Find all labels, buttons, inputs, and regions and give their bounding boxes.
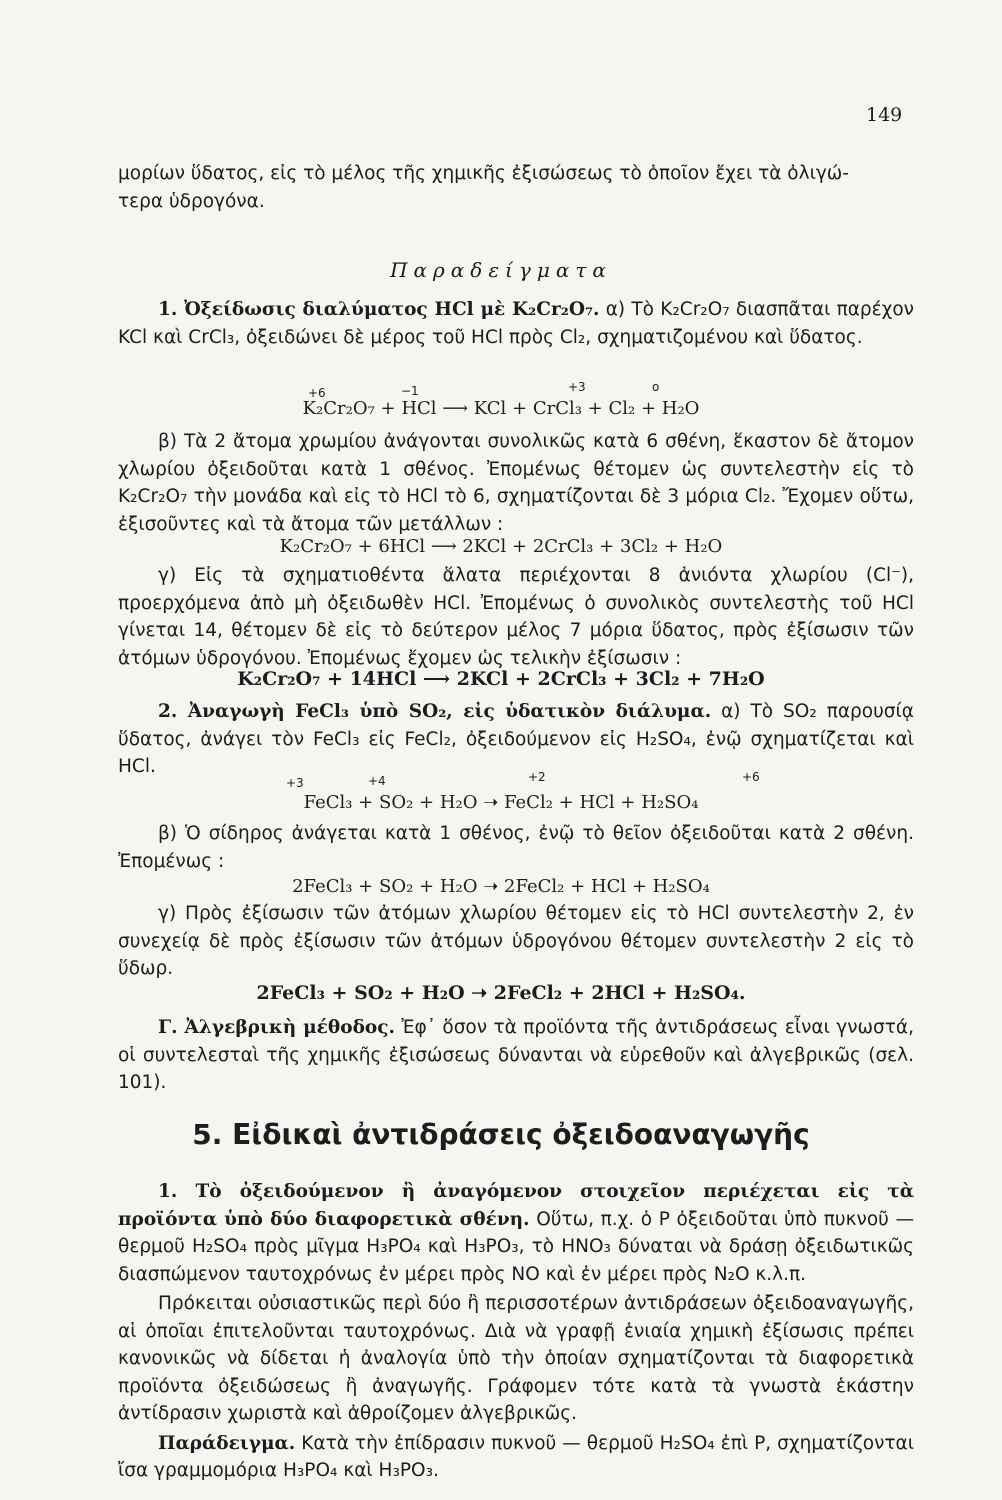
intro-paragraph <box>118 160 914 215</box>
intro-line-1: μορίων ὕδατος, εἰς τὸ μέλος τῆς χημικῆς ἐξισώσεως τὸ ὁποῖον ἔχει τὰ ὀλιγώ- <box>118 163 849 184</box>
ox-state-cr: +6 <box>308 386 326 400</box>
section-5-p3-text: Κατὰ τὴν ἐπίδρασιν πυκνοῦ — θερμοῦ H₂SO₄ ἐπὶ P, σχηματίζονται ἴσα γραμμομόρια H₃PO₄ καὶ H₃PO₃. <box>118 1432 914 1481</box>
example-2-b-text: β) Ὁ σίδηρος ἀνάγεται κατὰ 1 σθένος, ἐνῷ τὸ θεῖον ὀξειδοῦται κατὰ 2 σθένη. Ἐπομένως : <box>118 823 914 872</box>
equation-2-1: FeCl₃ + SO₂ + H₂O ➝ FeCl₂ + HCl + H₂SO₄ <box>303 792 699 813</box>
section-5-p2-text: Πρόκειται οὐσιαστικῶς περὶ δύο ἢ περισσοτέρων ἀντιδράσεων ὀξειδοαναγωγῆς, αἱ ὁποῖαι ἐπιτελοῦνται ταυτοχρόνως. Διὰ νὰ γραφῇ ἑνιαία χημικὴ ἐξίσωσις πρέπει κανονικῶς νὰ δίδεται ἡ ἀναλογία ὑπὸ τὴν ὁποίαν σχηματίζονται τὰ διαφορετικὰ προϊόντα ὀξειδώσεως ἢ ἀναγωγῆς. Γράφομεν τότε κατὰ τὰ γνωστὰ ἑκάστην ἀντίδρασιν χωριστὰ καὶ ἀθροίζομεν ἀλγεβρικῶς. <box>118 1293 914 1424</box>
equation-2-3: 2FeCl₃ + SO₂ + H₂O ➝ 2FeCl₂ + 2HCl + H₂SO₄. <box>256 982 746 1004</box>
algebraic-method <box>118 1014 914 1097</box>
ox-state-s6: +6 <box>742 770 760 784</box>
section-5-p3-title: Παράδειγμα. <box>158 1432 296 1454</box>
example-2-c-text: γ) Πρὸς ἐξίσωσιν τῶν ἀτόμων χλωρίου θέτομεν εἰς τὸ HCl συντελεστὴν 2, ἐν συνεχείᾳ δὲ πρὸς ἐξίσωσιν τῶν ἀτόμων ὑδρογόνου θέτομεν συντελεστὴν 2 εἰς τὸ ὕδωρ. <box>118 903 914 979</box>
example-1-a-text: α) Τὸ K₂Cr₂O₇ διασπᾶται παρέχον KCl καὶ CrCl₃, ὀξειδώνει δὲ μέρος τοῦ HCl πρὸς Cl₂, σχηματιζομένου καὶ ὕδατος. <box>118 299 914 348</box>
page-number: 149 <box>866 104 903 126</box>
ox-state-cl0: o <box>652 380 660 394</box>
equation-1-3: K₂Cr₂O₇ + 14HCl ⟶ 2KCl + 2CrCl₃ + 3Cl₂ + 7H₂O <box>237 668 765 690</box>
ox-state-s4: +4 <box>368 774 386 788</box>
intro-line-2: τερα ὑδρογόνα. <box>118 190 265 212</box>
equation-1-1: K₂Cr₂O₇ + HCl ⟶ KCl + CrCl₃ + Cl₂ + H₂O <box>302 398 700 419</box>
example-2-b <box>118 820 914 875</box>
example-1-b <box>118 428 914 538</box>
example-2-title: 2. Ἀναγωγὴ FeCl₃ ὑπὸ SO₂, εἰς ὑδατικὸν διάλυμα. <box>158 701 712 722</box>
examples-heading: Παραδείγματα <box>390 258 612 282</box>
example-1-c-text: γ) Εἰς τὰ σχηματιοθέντα ἅλατα περιέχονται 8 ἀνιόντα χλωρίου (Cl⁻), προερχόμενα ἀπὸ μὴ ὀξειδωθὲν HCl. Ἐπομένως ὁ συνολικὸς συντελεστὴς τοῦ HCl γίνεται 14, θέτομεν δὲ εἰς τὸ δεύτερον μέλος 7 μόρια ὕδατος, πρὸς ἐξίσωσιν τῶν ἀτόμων ὑδρογόνου. Ἐπομένως ἔχομεν ὡς τελικὴν ἐξίσωσιν : <box>118 565 914 669</box>
ox-state-fe3: +3 <box>286 776 304 790</box>
section-5-p1-text: Οὕτω, π.χ. ὁ P ὀξειδοῦται ὑπὸ πυκνοῦ — θερμοῦ H₂SO₄ πρὸς μῖγμα H₃PO₄ καὶ H₃PO₃, τὸ HNO₃ δύναται νὰ δράσῃ ὀξειδωτικῶς διασπώμενον ταυτοχρόνως ἐν μέρει πρὸς NO καὶ ἐν μέρει πρὸς N₂O κ.λ.π. <box>118 1208 914 1285</box>
ox-state-cr3: +3 <box>568 380 586 394</box>
algebraic-text: Ἐφ᾽ ὅσον τὰ προϊόντα τῆς ἀντιδράσεως εἶναι γνωστά, οἱ συντελεσταὶ τῆς χημικῆς ἐξισώσεως δύνανται νὰ εὑρεθοῦν καὶ ἀλγεβρικῶς (σελ. 101). <box>118 1017 914 1093</box>
example-1-c <box>118 562 914 672</box>
example-2-a-text: α) Τὸ SO₂ παρουσίᾳ ὕδατος, ἀνάγει τὸν FeCl₃ εἰς FeCl₂, ὀξειδούμενον εἰς H₂SO₄, ἐνῷ σχηματίζεται καὶ HCl. <box>118 701 914 777</box>
ox-state-cl: −1 <box>401 384 419 398</box>
equation-1-2: K₂Cr₂O₇ + 6HCl ⟶ 2KCl + 2CrCl₃ + 3Cl₂ + H₂O <box>279 536 723 557</box>
example-1-title: 1. Ὀξείδωσις διαλύματος HCl μὲ K₂Cr₂O₇. <box>158 299 600 320</box>
section-5-p1-title: 1. Τὸ ὀξειδούμενον ἢ ἀναγόμενον στοιχεῖον περιέχεται εἰς τὰ προϊόντα ὑπὸ δύο διαφορετικὰ σθένη. <box>118 1181 914 1230</box>
example-1-a <box>118 296 914 351</box>
section-5-body <box>118 1178 914 1485</box>
equation-2-2: 2FeCl₃ + SO₂ + H₂O ➝ 2FeCl₂ + HCl + H₂SO₄ <box>292 876 710 897</box>
section-5-title: 5. Εἰδικαὶ ἀντιδράσεις ὀξειδοαναγωγῆς <box>192 1118 810 1151</box>
example-2-c <box>118 900 914 983</box>
ox-state-fe2: +2 <box>528 770 546 784</box>
algebraic-title: Γ. Ἀλγεβρικὴ μέθοδος. <box>158 1017 395 1038</box>
example-1-b-text: β) Τὰ 2 ἄτομα χρωμίου ἀνάγονται συνολικῶς κατὰ 6 σθένη, ἕκαστον δὲ ἄτομον χλωρίου ὀξειδοῦται κατὰ 1 σθένος. Ἐπομένως θέτομεν ὡς συντελεστὴν εἰς τὸ K₂Cr₂O₇ τὴν μονάδα καὶ εἰς τὸ HCl τὸ 6, σχηματίζονται δὲ 3 μόρια Cl₂. Ἔχομεν οὕτω, ἐξισοῦντες καὶ τὰ ἄτομα τῶν μετάλλων : <box>118 431 914 535</box>
example-2-a <box>118 698 914 781</box>
